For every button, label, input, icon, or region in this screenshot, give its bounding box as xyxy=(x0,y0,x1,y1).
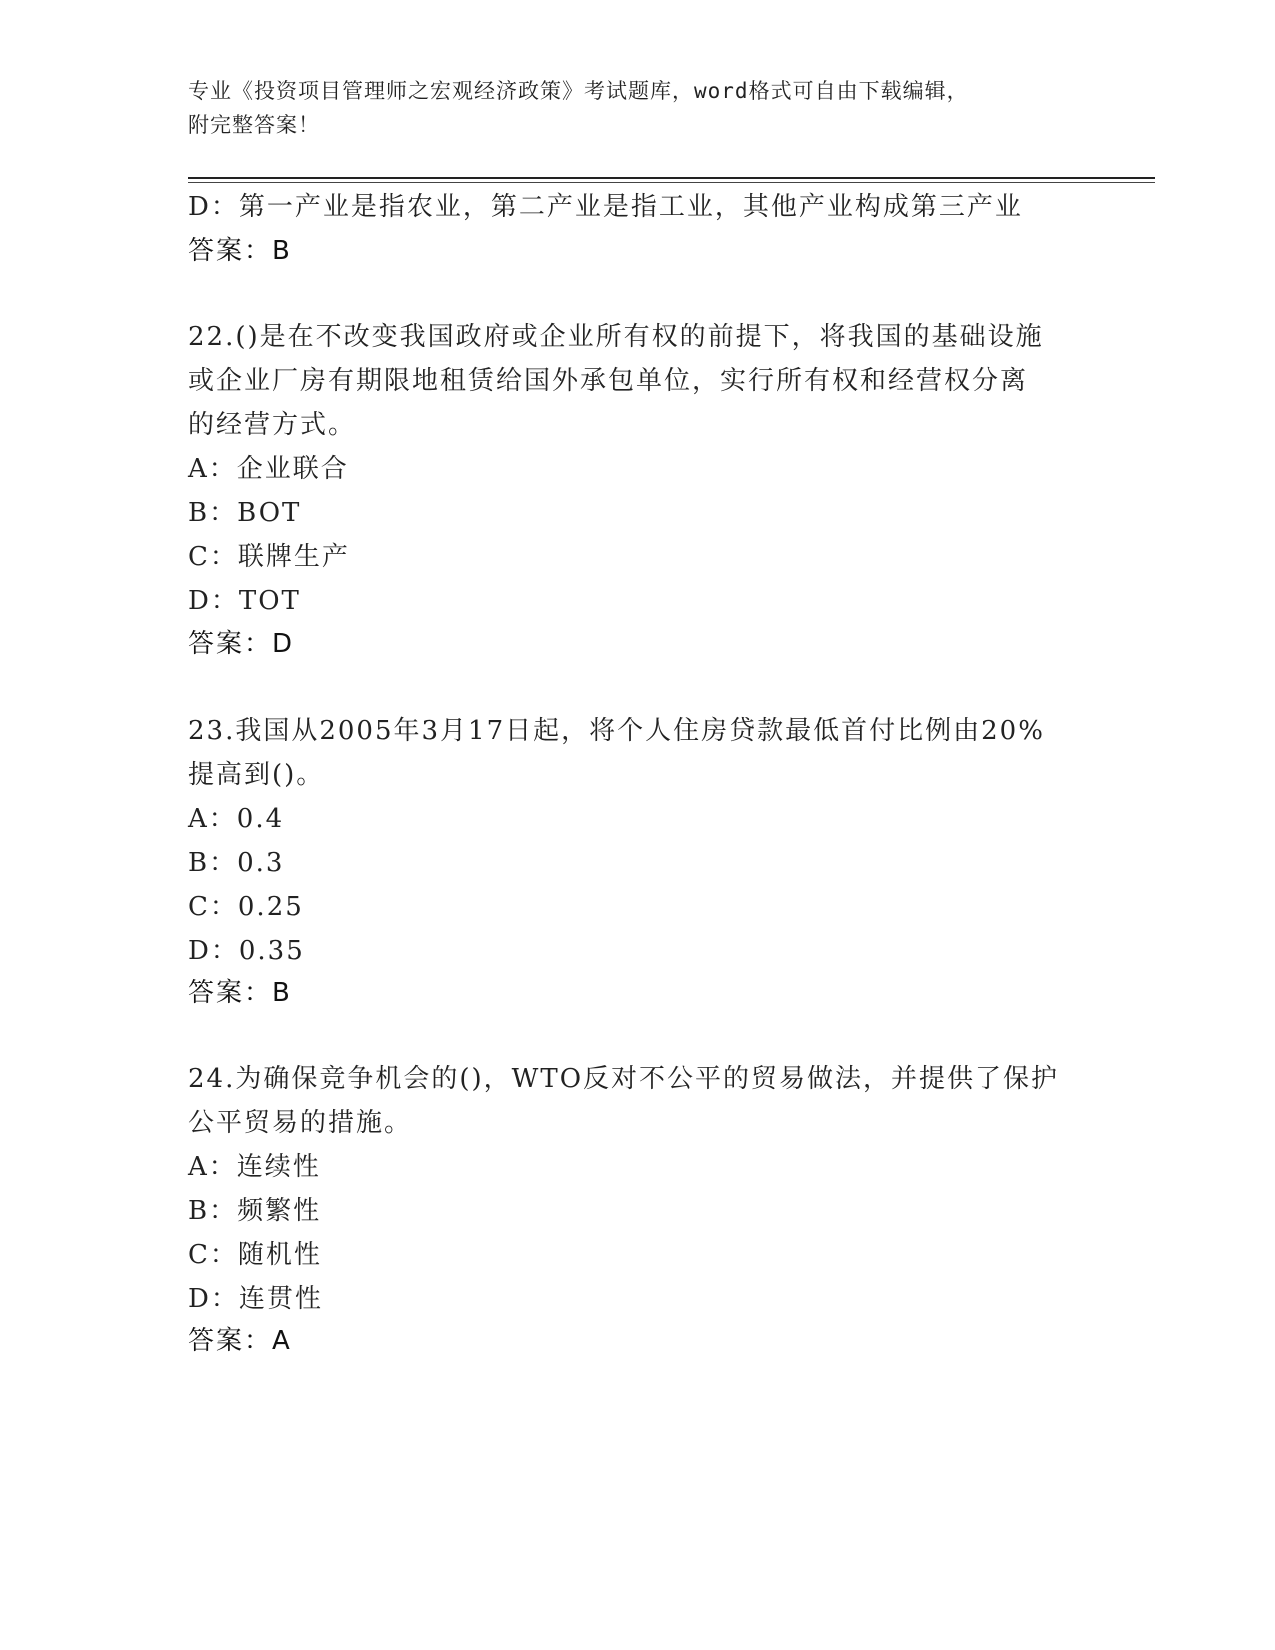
header-divider xyxy=(188,177,1155,179)
q22-option-b: B：BOT xyxy=(188,498,302,528)
q24-stem-line-2: 公平贸易的措施。 xyxy=(188,1108,413,1138)
q22-option-c: C：联牌生产 xyxy=(188,542,350,572)
q22-answer: 答案：D xyxy=(188,629,295,659)
q22-stem-line-3: 的经营方式。 xyxy=(188,410,357,440)
q23-answer: 答案：B xyxy=(188,978,292,1008)
q23-option-a: A：0.4 xyxy=(188,804,285,834)
q22-option-d: D：TOT xyxy=(188,586,301,616)
q23-stem-line-1: 23.我国从2005年3月17日起，将个人住房贷款最低首付比例由20% xyxy=(188,716,1045,746)
header-line-2: 附完整答案！ xyxy=(188,113,320,137)
q24-option-c: C：随机性 xyxy=(188,1240,322,1270)
q24-option-d: D：连贯性 xyxy=(188,1284,323,1314)
q23-stem-line-2: 提高到()。 xyxy=(188,760,325,790)
q23-option-b: B：0.3 xyxy=(188,848,285,878)
header-line-1: 专业《投资项目管理师之宏观经济政策》考试题库，word格式可自由下载编辑， xyxy=(188,79,969,103)
prev-option-d: D：第一产业是指农业，第二产业是指工业，其他产业构成第三产业 xyxy=(188,192,1023,222)
q24-answer: 答案：A xyxy=(188,1326,292,1356)
document-header xyxy=(188,74,1088,142)
q23-option-c: C：0.25 xyxy=(188,892,304,922)
header-divider-thin xyxy=(188,182,1155,183)
q22-stem-line-2: 或企业厂房有期限地租赁给国外承包单位，实行所有权和经营权分离 xyxy=(188,366,1029,396)
q23-option-d: D：0.35 xyxy=(188,936,305,966)
q24-stem-line-1: 24.为确保竞争机会的()，WTO反对不公平的贸易做法，并提供了保护 xyxy=(188,1064,1060,1094)
q24-option-b: B：频繁性 xyxy=(188,1196,322,1226)
prev-answer: 答案：B xyxy=(188,236,292,266)
q24-option-a: A：连续性 xyxy=(188,1152,321,1182)
q22-option-a: A：企业联合 xyxy=(188,454,349,484)
q22-stem-line-1: 22.()是在不改变我国政府或企业所有权的前提下，将我国的基础设施 xyxy=(188,322,1044,352)
